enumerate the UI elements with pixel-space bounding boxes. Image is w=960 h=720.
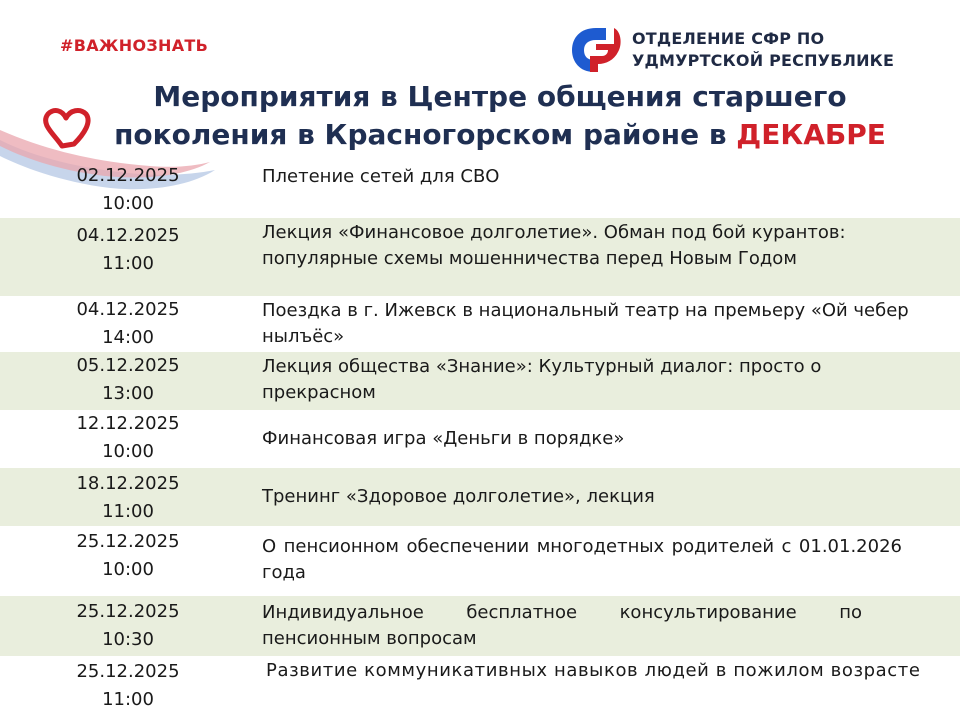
title-line-2-text: поколения в Красногорском районе в — [114, 118, 737, 151]
sfr-logo-icon — [566, 22, 624, 78]
event-row — [0, 526, 960, 596]
event-date: 02.12.2025 — [76, 165, 180, 186]
page-title — [60, 78, 940, 154]
event-date: 04.12.2025 — [76, 299, 180, 320]
event-row — [0, 468, 960, 526]
event-time: 14:00 — [102, 327, 154, 348]
event-time: 11:00 — [102, 689, 154, 710]
title-accent-month: ДЕКАБРЕ — [736, 118, 886, 151]
event-time: 10:00 — [102, 441, 154, 462]
event-datetime — [38, 598, 218, 654]
event-date: 18.12.2025 — [76, 473, 180, 494]
event-row — [0, 160, 960, 218]
event-description: О пенсионном обеспечении многодетных родителей с 01.01.2026 года — [262, 536, 902, 583]
title-line-2 — [60, 116, 940, 154]
event-row — [0, 596, 960, 656]
event-time: 10:00 — [102, 193, 154, 214]
event-description: Развитие коммуникативных навыков людей в пожилом возрасте — [266, 660, 921, 681]
event-description: Лекция «Финансовое долголетие». Обман под бой курантов: популярные схемы мошенничества перед Новым Годом — [262, 222, 846, 269]
event-datetime — [38, 162, 218, 218]
event-description: Индивидуальное бесплатное консультирование по пенсионным вопросам — [262, 602, 862, 649]
event-date: 25.12.2025 — [76, 601, 180, 622]
event-time: 11:00 — [102, 253, 154, 274]
event-datetime — [38, 528, 218, 584]
event-description: Поездка в г. Ижевск в национальный театр на премьеру «Ой чебер нылъёс» — [262, 300, 909, 347]
event-time: 11:00 — [102, 501, 154, 522]
event-datetime — [38, 470, 218, 526]
event-datetime — [38, 410, 218, 466]
title-line-1: Мероприятия в Центре общения старшего — [153, 80, 847, 113]
event-datetime — [38, 352, 218, 408]
event-row — [0, 218, 960, 296]
event-date: 25.12.2025 — [76, 661, 180, 682]
event-datetime — [38, 222, 218, 278]
event-date: 04.12.2025 — [76, 225, 180, 246]
event-time: 10:00 — [102, 559, 154, 580]
logo-line-1: ОТДЕЛЕНИЕ СФР ПО — [632, 29, 825, 48]
event-row — [0, 656, 960, 720]
event-description: Тренинг «Здоровое долголетие», лекция — [262, 486, 655, 507]
event-description: Лекция общества «Знание»: Культурный диалог: просто о прекрасном — [262, 356, 822, 403]
event-datetime — [38, 658, 218, 714]
event-description: Плетение сетей для СВО — [262, 166, 500, 187]
event-datetime — [38, 296, 218, 352]
event-row — [0, 296, 960, 352]
event-date: 25.12.2025 — [76, 531, 180, 552]
event-row — [0, 410, 960, 468]
hashtag: #ВАЖНОЗНАТЬ — [60, 36, 209, 55]
event-date: 12.12.2025 — [76, 413, 180, 434]
event-time: 10:30 — [102, 629, 154, 650]
events-table — [0, 160, 960, 720]
event-row — [0, 352, 960, 410]
logo-line-2: УДМУРТСКОЙ РЕСПУБЛИКЕ — [632, 51, 895, 70]
event-date: 05.12.2025 — [76, 355, 180, 376]
event-description: Финансовая игра «Деньги в порядке» — [262, 428, 625, 449]
sfr-logo — [566, 22, 946, 78]
event-time: 13:00 — [102, 383, 154, 404]
